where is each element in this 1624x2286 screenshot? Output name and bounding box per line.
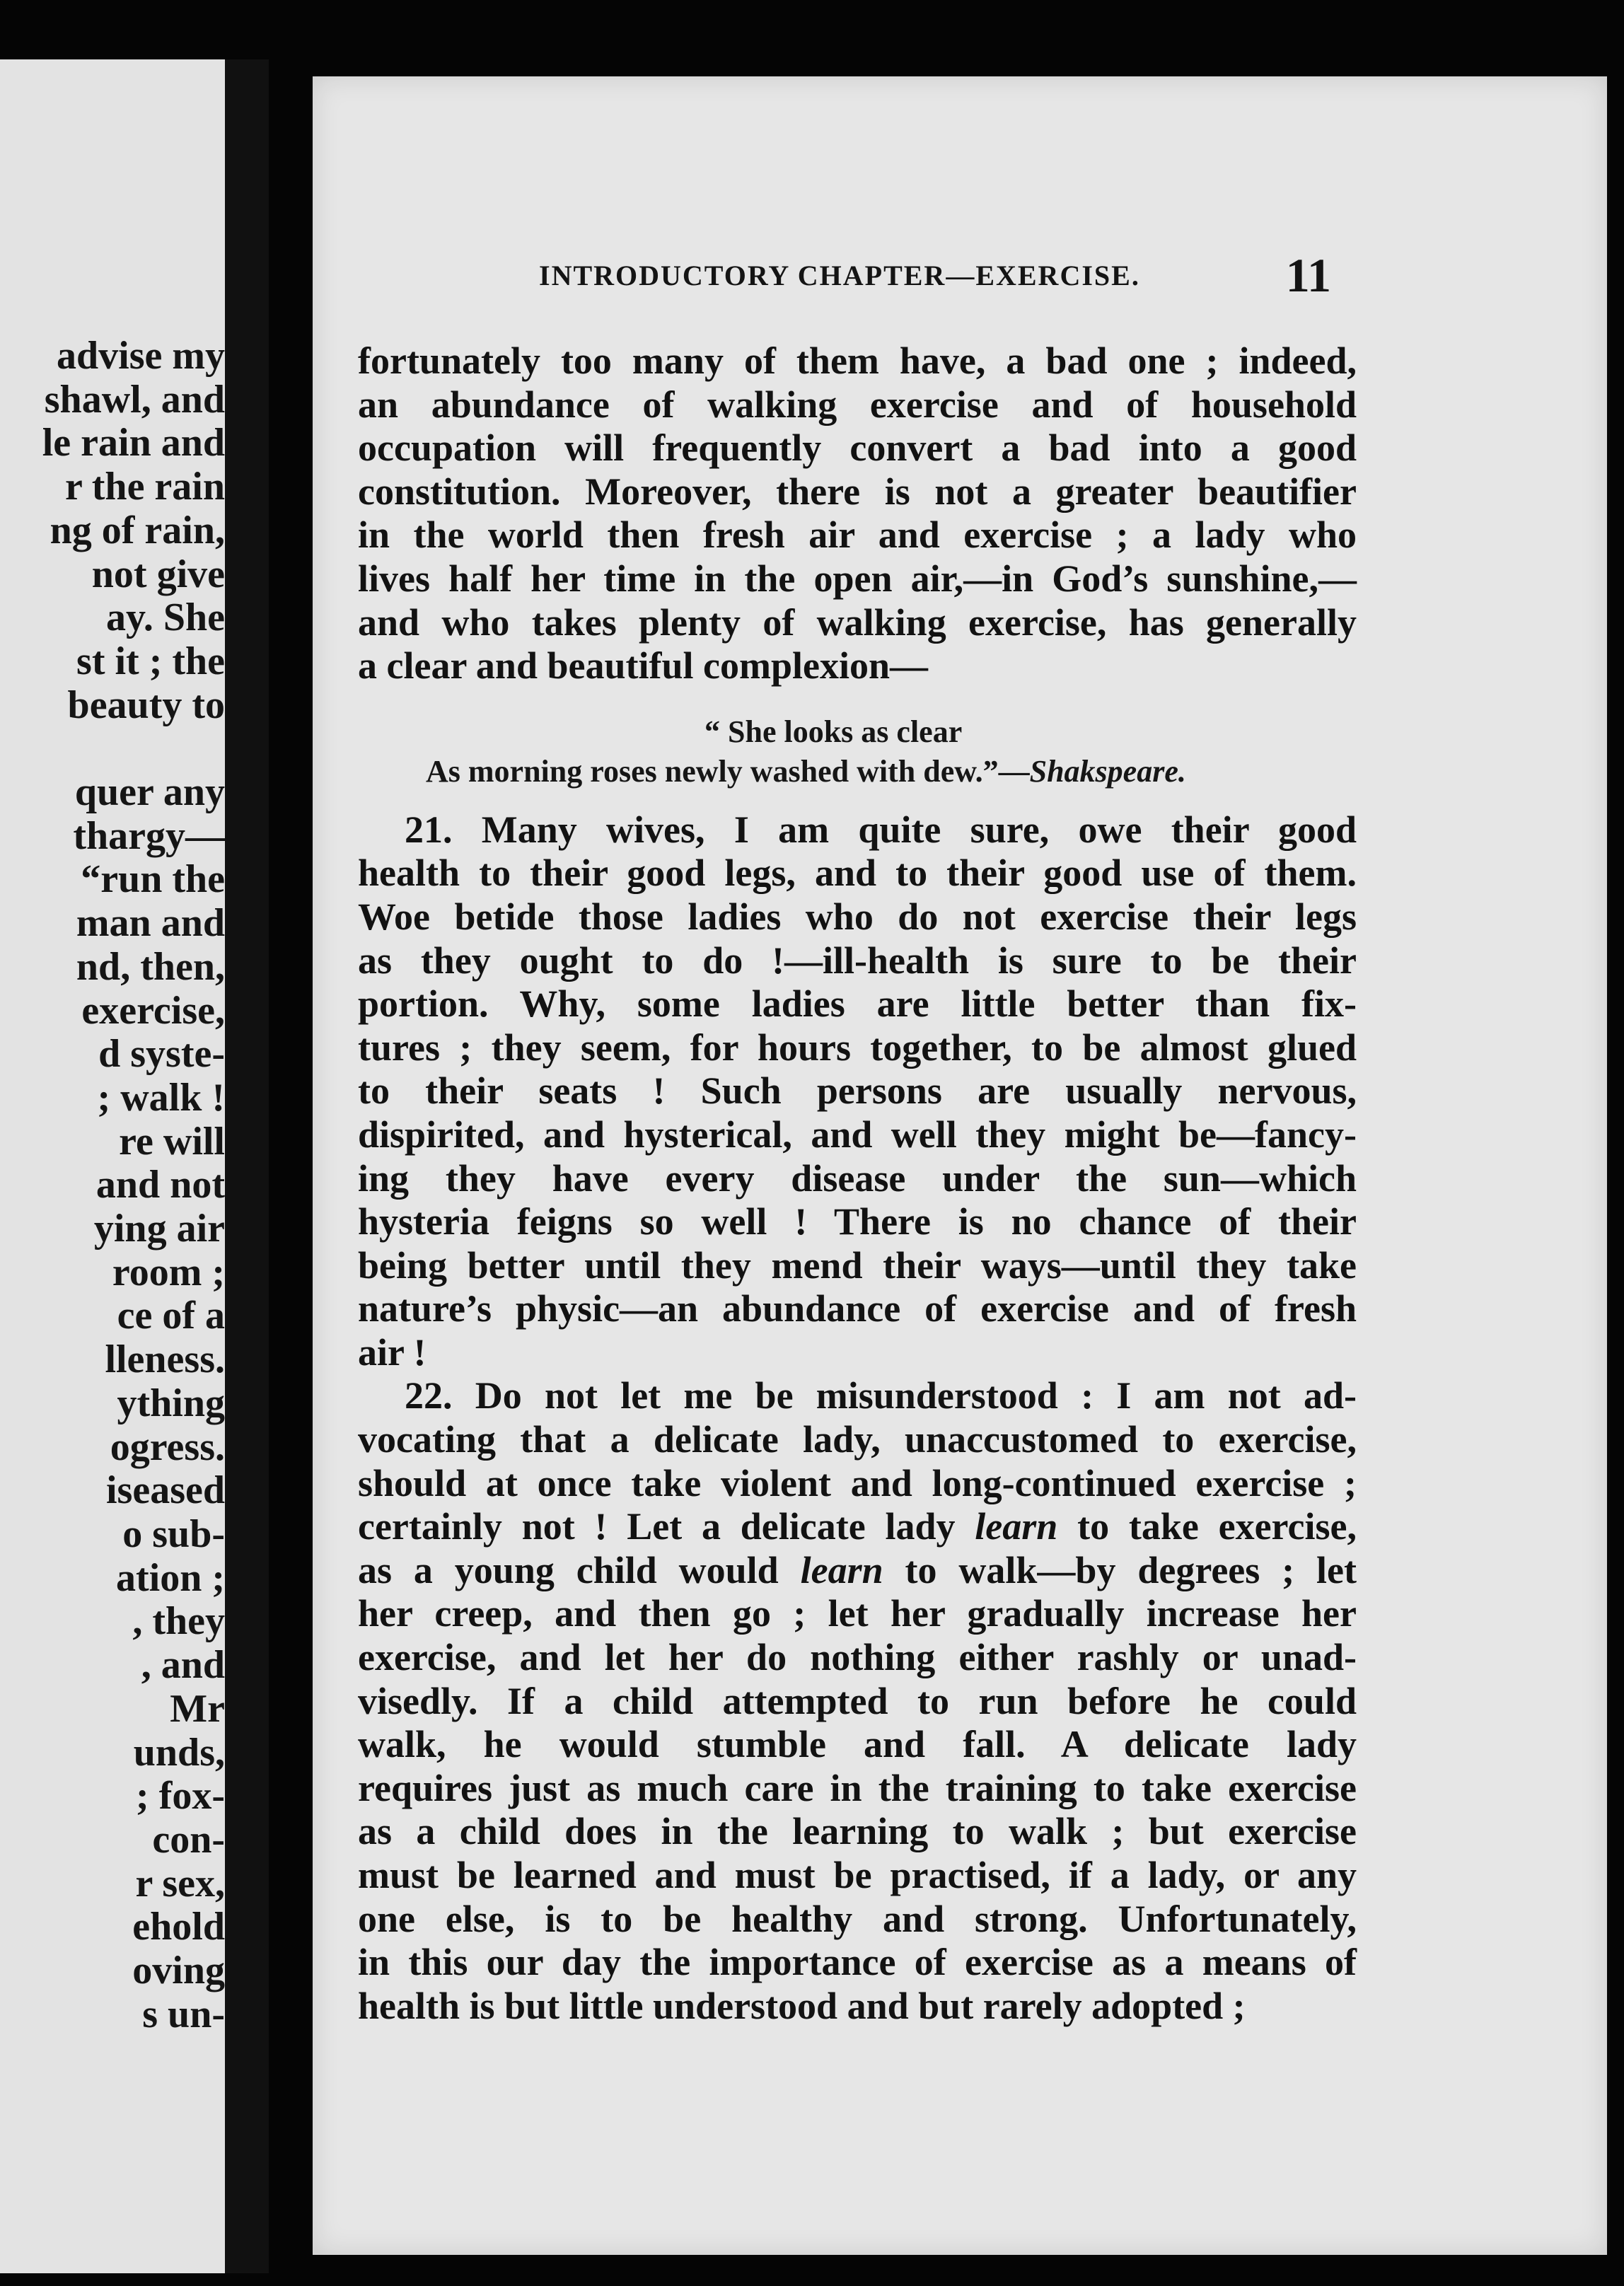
left-page-line: room ; (112, 1250, 225, 1294)
left-page-line: beauty to (67, 683, 225, 727)
text-line: to their seats ! Such persons are usually nervous, (358, 1069, 1357, 1113)
left-page-line: d syste- (98, 1032, 225, 1077)
left-page-line: le rain and (42, 421, 225, 465)
text-line: constitution. Moreover, there is not a greater beautifier (358, 470, 1357, 513)
left-page-text (0, 335, 225, 2036)
text-line: her creep, and then go ; let her gradually increase her (358, 1592, 1357, 1635)
left-page-line: ce of a (117, 1294, 225, 1338)
text-line: lives half her time in the open air,—in God’s sunshine,— (358, 557, 1357, 600)
page-number: 11 (1285, 248, 1331, 302)
left-page-line: , they (132, 1599, 225, 1644)
text-line: nature’s physic—an abundance of exercise and of fresh (358, 1287, 1357, 1330)
quote-line-2 (358, 752, 1357, 791)
text-line: air ! (358, 1330, 427, 1374)
text-line: as a young child would learn to walk—by degrees ; let (358, 1548, 1357, 1591)
text-line: must be learned and must be practised, if a lady, or any (358, 1854, 1357, 1896)
left-page-line: , and (141, 1643, 225, 1688)
left-page-line: Mr (170, 1686, 225, 1731)
left-page-line: ; walk ! (97, 1075, 225, 1120)
left-page-line: quer any (74, 770, 225, 815)
text-line: 22. Do not let me be misunderstood : I am not ad- (405, 1374, 1357, 1417)
running-head: INTRODUCTORY CHAPTER—EXERCISE. (539, 260, 1140, 291)
text-line: occupation will frequently convert a bad into a good (358, 427, 1357, 470)
left-page-line: oving (132, 1949, 225, 1993)
left-page-line: shawl, and (44, 377, 225, 422)
left-page-line: ything (117, 1381, 225, 1425)
left-page-line: thargy— (73, 813, 225, 858)
text-line: requires just as much care in the training to take exercise (358, 1766, 1357, 1809)
emphasis: learn (800, 1548, 883, 1591)
left-page-line: ng of rain, (50, 508, 225, 552)
left-page-line: ; fox- (136, 1774, 225, 1818)
left-page-line: nd, then, (76, 944, 225, 989)
paragraph-continued (358, 340, 1357, 688)
left-page-line: re will (119, 1119, 225, 1164)
left-page-line: ay. She (105, 596, 225, 640)
text-line: health is but little understood and but rarely adopted ; (358, 1984, 1246, 2027)
text-line: one else, is to be healthy and strong. Unfortunately, (358, 1897, 1357, 1940)
left-page-line: ation ; (116, 1555, 225, 1600)
text-line: health to their good legs, and to their good use of them. (358, 852, 1357, 895)
paragraph-22 (358, 1374, 1357, 2028)
left-page-fragment (0, 59, 225, 2273)
text-line: as a child does in the learning to walk ; but exercise (358, 1810, 1357, 1853)
paragraph-21 (358, 808, 1357, 1375)
text-line: tures ; they seem, for hours together, to be almost glued (358, 1026, 1357, 1069)
left-page-line: “run the (81, 857, 225, 902)
text-line: an abundance of walking exercise and of household (358, 383, 1357, 426)
text-line: hysteria feigns so well ! There is no chance of their (358, 1200, 1357, 1243)
text-line: in this our day the importance of exercise as a means of (358, 1941, 1357, 1984)
left-page-line: ying air (93, 1207, 225, 1251)
left-page-line: man and (76, 901, 225, 946)
text-line: in the world then fresh air and exercise ; a lady who (358, 514, 1357, 557)
text-line: dispirited, and hysterical, and well they might be—fancy- (358, 1113, 1357, 1156)
left-page-line: con- (152, 1817, 225, 1862)
left-page-line: lleness. (105, 1338, 225, 1382)
text-line: exercise, and let her do nothing either rashly or unad- (358, 1636, 1357, 1679)
text-line: certainly not ! Let a delicate lady learn to take exercise, (358, 1505, 1357, 1548)
left-page-line: ehold (132, 1905, 225, 1949)
text-line: ing they have every disease under the sun—which (358, 1156, 1357, 1200)
left-page-line (0, 727, 225, 771)
left-page-line: unds, (133, 1730, 225, 1775)
left-page-line: o sub- (122, 1512, 225, 1556)
quote-attribution: Shakspeare. (1029, 753, 1186, 789)
quote-line-2-text: As morning roses newly washed with dew.”— (426, 753, 1030, 789)
text-line: portion. Why, some ladies are little better than fix- (358, 982, 1357, 1026)
right-page (313, 76, 1607, 2255)
text-line: vocating that a delicate lady, unaccustomed to exercise, (358, 1418, 1357, 1461)
left-page-line: exercise, (81, 988, 225, 1033)
left-page-line: and not (95, 1163, 225, 1207)
text-line: being better until they mend their ways—until they take (358, 1243, 1357, 1287)
text-line: walk, he would stumble and fall. A delicate lady (358, 1723, 1357, 1766)
left-page-line: ogress. (110, 1425, 225, 1469)
book-gutter (225, 59, 269, 2273)
text-line: and who takes plenty of walking exercise, has generally (358, 600, 1357, 644)
page-body (358, 340, 1357, 2028)
left-page-line: iseased (106, 1468, 225, 1513)
text-line: as they ought to do !—ill-health is sure to be their (358, 939, 1357, 982)
text-line: Woe betide those ladies who do not exercise their legs (358, 895, 1357, 938)
emphasis: learn (975, 1505, 1058, 1548)
left-page-line: st it ; the (76, 639, 225, 683)
text-line: fortunately too many of them have, a bad one ; indeed, (358, 340, 1357, 382)
left-page-line: r the rain (64, 465, 225, 509)
text-line: should at once take violent and long-continued exercise ; (358, 1461, 1357, 1504)
text-line: visedly. If a child attempted to run before he could (358, 1679, 1357, 1722)
left-page-line: advise my (57, 334, 225, 378)
left-page-line: s un- (142, 1992, 225, 2036)
text-line: 21. Many wives, I am quite sure, owe their good (405, 808, 1357, 851)
left-page-line: r sex, (135, 1861, 225, 1905)
left-page-line: not give (91, 552, 225, 596)
quote-line-1: “ She looks as clear (704, 714, 963, 749)
block-quote (358, 712, 1357, 791)
text-line: a clear and beautiful complexion— (358, 644, 929, 687)
